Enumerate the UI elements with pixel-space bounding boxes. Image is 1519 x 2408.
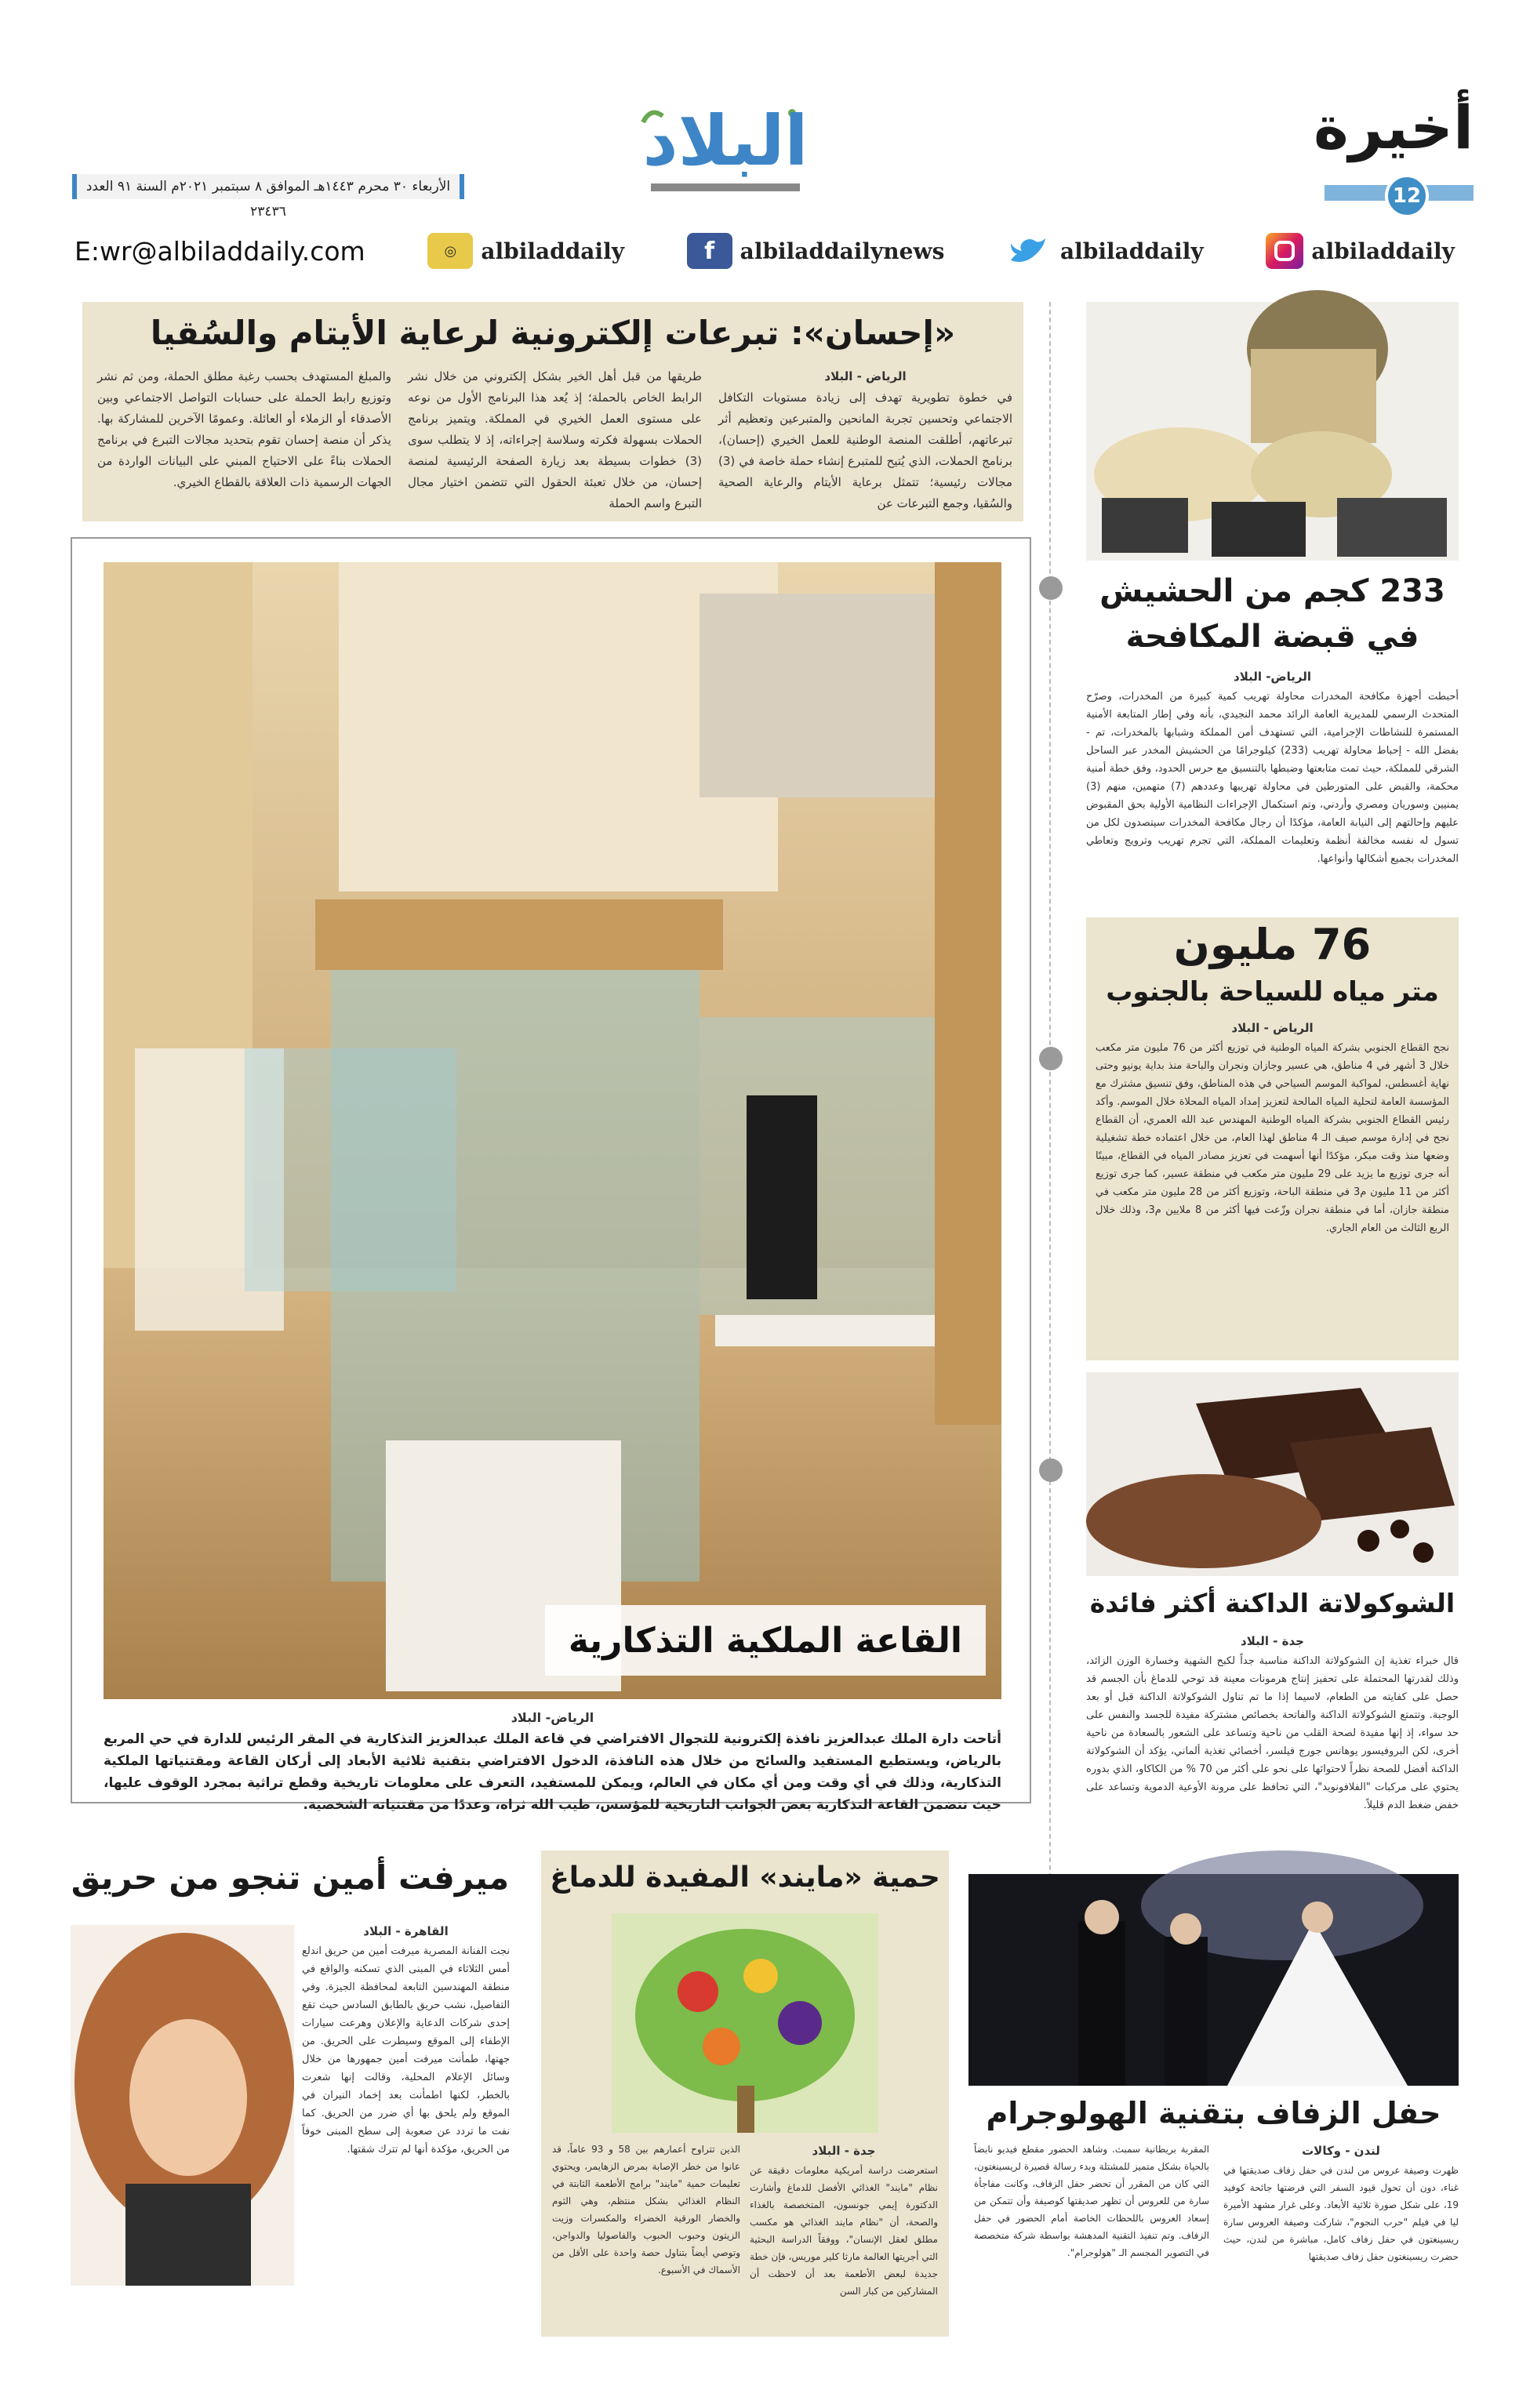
wedding-col-2: [974, 2141, 1209, 2261]
mind-col-2: [552, 2141, 740, 2279]
ihsan-byline: الرياض - البلاد: [824, 369, 907, 383]
ihsan-text-3: والمبلغ المستهدف بحسب رغبة مطلق الحملة، ومن ثم نشر وتوزيع رابط الحملة على حسابات التواصل الاجتماعي وبين الأصدقاء أو الزملاء أو العائلة. وعمومًا الآخرين للمشاركة بها. يذكر أن منصة إحسان تقوم بتحديد مجالات التبرع في برنامج الحملات بناءً على الاحتياج المبني على البيانات الواردة من الجهات الرسمية ذات العلاقة بالقطاع الخيري.: [97, 369, 391, 489]
social-handle: albiladdaily: [481, 238, 624, 264]
divider-dot: [1039, 576, 1063, 600]
logo-underline: [651, 183, 800, 191]
dateline-text: الأربعاء ٣٠ محرم ١٤٤٣هـ الموافق ٨ سبتمبر ٢٠٢١م السنة ٩١ العدد ٢٣٤٣٦: [85, 179, 451, 220]
wedding-byline: لندن - وكالات: [1302, 2144, 1380, 2158]
hashish-body-wrap: [1086, 666, 1459, 868]
masthead: [0, 0, 1519, 282]
divider-dot: [1039, 1047, 1063, 1070]
hall-caption-box: [545, 1605, 986, 1676]
mind-text-1: استعرضت دراسة أمريكية معلومات دقيقة عن نظام "مايند" الغذائي الأفضل للدماغ وأشارت الدكتورة إيمي جونسون، المتخصصة بالغذاء والصحة، أن "نظام مايند الغذائي هو مكسب مطلق لعقل الإنسان"، ووفقاً الدراسة البحثية التي أجريتها العالمة مارثا كلير موريس، فإن خطة جديدة لبعض الأطعمة بعد أن لاحظت أن المشاركين من كبار السن: [750, 2165, 938, 2297]
hashish-title: 233 كجم من الحشيش في قبضة المكافحة: [1099, 573, 1445, 655]
social-handle: albiladdaily: [1311, 238, 1455, 264]
instagram-icon: [1266, 233, 1303, 269]
ihsan-col-2: [408, 366, 702, 514]
page-number: 12: [1392, 184, 1422, 208]
chocolate-byline: جدة - البلاد: [1241, 1634, 1304, 1648]
wedding-article: [968, 1874, 1459, 2337]
social-handle: albiladdaily: [1060, 238, 1204, 264]
logo-text: البلاد: [642, 100, 809, 181]
mervat-body: نجت الفنانة المصرية ميرفت أمين من حريق اندلع أمس الثلاثاء في المبنى الذي تسكنه والواقع في منطقة المهندسين التابعة لمحافظة الجيزة. وفي التفاصيل، نشب حريق بالطابق السادس حيث تقع إحدى شركات الدعاية والإعلان وهرعت سيارات الإطفاء إلى الموقع وسيطرت على الحريق. من جهتها، طمأنت ميرفت أمين جمهورها من خلال وسائل الإعلام المحلية، وقالت إنها شعرت بالخطر، لكنها اطمأنت بعد إخماد النيران في الموقع ولم يلحق بها أي ضرر من الحريق. كما نفت ما تردد عن صعوبة إلى سطح المبنى خوفاً من الحريق، مؤكدة أنها لم تترك شقتها.: [302, 1945, 510, 2156]
water-article: [1086, 917, 1459, 1360]
email[interactable]: E:wr@albiladdaily.com: [74, 235, 365, 267]
chocolate-article: [1086, 1372, 1459, 1843]
mind-col-1: [750, 2141, 938, 2300]
chocolate-photo: [1086, 1372, 1459, 1576]
twitter-icon: [1007, 233, 1052, 269]
water-subtitle: متر مياه للسياحة بالجنوب: [1106, 976, 1439, 1008]
section-title: أخيرة: [1314, 93, 1474, 162]
facebook-icon: f: [687, 233, 732, 269]
wedding-col-1: [1223, 2141, 1459, 2265]
social-whatsapp[interactable]: [427, 233, 624, 269]
wedding-title: حفل الزفاف بتقنية الهولوجرام: [986, 2096, 1441, 2130]
page-number-badge: [1385, 174, 1429, 218]
hall-photo: [104, 562, 1001, 1699]
hashish-body: أحبطت أجهزة مكافحة المخدرات محاولة تهريب كمية كبيرة من المخدرات، وصرّح المتحدث الرسمي للمديرية العامة الرائد محمد النجيدي، بأنه وفي إطار المتابعة الأمنية المستمرة للنشاطات الإجرامية، التي تستهدف أمن المملكة وشبابها بالمخدرات، تم - بفضل الله - إحباط محاولة تهريب (233) كيلوجرامًا من الحشيش المخدر عبر الساحل الشرقي للمملكة، حيث تمت متابعتها وضبطها بالتنسيق مع حرس الحدود، وفق خطة أمنية محكمة، والقبض على المتورطين في محاولة تهريبها وعددهم (7) متهمين، منهم (3) يمنيين وسوريان ومصري وأردني، وتم استكمال الإجراءات النظامية الأولية بحق المقبوض عليهم وإحالتهم إلى النيابة العامة، مؤكدًا أن رجال مكافحة المخدرات سيتصدون لكل من تسول له نفسه مخالفة أنظمة وتعليمات المملكة، التي تجرم تهريب وترويج وتعاطي المخدرات بجميع أشكالها وأنواعها.: [1086, 691, 1459, 865]
ihsan-col-3: [97, 366, 391, 493]
chocolate-title: الشوكولاتة الداكنة أكثر فائدة: [1089, 1588, 1455, 1618]
chocolate-body-wrap: [1086, 1631, 1459, 1814]
ihsan-col-1: [718, 366, 1012, 514]
chocolate-body: قال خبراء تغذية إن الشوكولاتة الداكنة مناسبة جداً لكبح الشهية وخسارة الوزن الزائد، وذلك لقدرتها المحتملة على تحفيز إنتاج هرمونات معينة قد توحي للدماغ بأن الجسم قد حصل على كفايته من الطعام، لاسيما إذا ما تم تناول الشوكولاتة الداكنة قبل أو بعد الوجبة. وتتمتع الشوكولاتة الداكنة والفاتحة بخصائص مشتركة مفيدة للجسد والنفس على حد سواء، إذ إنها مفيدة لصحة القلب من ناحية وتساعد على الشعور بالسعادة من ناحية أخرى، لكن البروفيسور يوهانس جورج فيلسر، أخصائي تغذية ألماني، يؤكد أن الشوكولاتة الداكنة أفضل للصحة نظراً لاحتوائها على نحو على أكثر من 70 % من الكاكاو، الذي بدوره يحتوي على مركبات "الفلافونويد"، التي تحافظ على مرونة الأوعية الدموية وتساعد على خفض ضغط الدم قليلاً.: [1086, 1655, 1459, 1811]
water-body-wrap: [1096, 1018, 1449, 1237]
divider-dot: [1039, 1458, 1063, 1482]
social-facebook[interactable]: [687, 233, 945, 269]
mind-photo: [612, 1913, 878, 2133]
mervat-body-wrap: [302, 1921, 510, 2159]
dateline: [72, 174, 464, 220]
hall-byline: الرياض- البلاد: [511, 1710, 594, 1725]
social-bar: [74, 227, 1455, 274]
mind-title: حمية «مايند» المفيدة للدماغ: [550, 1861, 940, 1894]
hall-caption: القاعة الملكية التذكارية: [568, 1620, 962, 1661]
hashish-photo: [1086, 302, 1459, 561]
hall-body-wrap: [104, 1707, 1001, 1816]
ihsan-text-2: طريقها من قبل أهل الخير بشكل إلكتروني من خلال نشر الرابط الخاص بالحملة؛ إذ يُعد هذا البرنامج الأول من نوعه على مستوى العمل الخيري في المملكة. ويتميز برنامج الحملات بسهولة فكرته وسلاسة إجراءاته، إذ لا يتطلب سوى (3) خطوات بسيطة بعد زيارة الصفحة الرئيسية لمنصة إحسان، من خلال تعبئة الحقول التي تتضمن اختيار مجال التبرع واسم الحملة: [408, 369, 702, 510]
hall-body: أتاحت دارة الملك عبدالعزيز نافذة إلكترونية للتجوال الافتراضي في قاعة الملك عبدالعزيز التذكارية في المقر الرئيس للدارة في حي المربع بالرياض، ويستطيع المستفيد والسائح من خلال هذه النافذة، الدخول الافتراضي بتقنية ثلاثية الأبعاد إلى أركان القاعة ومقتنياتها الملكية التذكارية، وذلك في أي وقت ومن أي مكان في العالم، ويمكن للمستفيد، التعرف على معلومات تاريخية وقطع تراثية بمجرد الوقوف عليها، حيث تتضمن القاعة التذكارية بعض الجوانب التاريخية للمؤسس، طيب الله ثراه، وعددًا من مقتنياته الشخصية.: [104, 1731, 1001, 1813]
mind-article: [541, 1850, 949, 2337]
wedding-photo: [968, 1874, 1459, 2086]
wedding-text-2: المقربة بريطانية سمبث. وشاهد الحضور مقطع فيديو نابضاً بالحياة بشكل متميز للمشتلة وبدء رسالة قصيرة لريسينغتون، التي كان من المقرر أن تحضر حفل الزفاف، وكانت مفاجأة سارة من للعروس أن تظهر صديقتها كوصيفة وأن تتمكن من إسعاد العروس باللحظات الخاصة أمام الحضور في حفل الزفاف. وتم تنفيذ التقنية المدهشة بواسطة شركة متخصصة في التصوير المجسم الـ "هولوجرام".: [974, 2144, 1209, 2258]
ihsan-article: [82, 302, 1023, 521]
hashish-byline: الرياض- البلاد: [1234, 670, 1311, 684]
whatsapp-icon: ◎: [427, 233, 473, 269]
mind-byline: جدة - البلاد: [812, 2144, 876, 2158]
water-body: نجح القطاع الجنوبي بشركة المياه الوطنية في توزيع أكثر من 76 مليون متر مكعب خلال 3 أشهر في 4 مناطق، هي عسير وجازان ونجران والباحة منذ بداية يونيو وحتى نهاية أغسطس، لمواكبة الموسم السياحي في هذه المناطق، وفق تنسيق مشترك مع المؤسسة العامة لتحلية المياه المالحة لتعزيز إمداد المياه المحلاة خلال الموسم. وأكد رئيس القطاع الجنوبي بشركة المياه الوطنية المهندس عبد الله العمري، أن القطاع نجح في إدارة موسم صيف الـ 4 مناطق لهذا العام، من خلال اعتماده خطة تشغيلية وضعها منذ وقت مبكر، مؤكدًا أنها أسهمت في تعزيز مصادر المياه في القطاع، مبينًا أنه جرى توزيع ما يزيد على 29 مليون متر مكعب في منطقة عسير، كما جرى توزيع أكثر من 11 مليون م3 في منطقة الباحة، وتوزيع أكثر من 28 مليون متر مكعب في منطقة جازان، أما في منطقة نجران وزّعت فيها أكثر من 8 ملايين م3، وذلك خلال الربع الثالث من العام الجاري.: [1096, 1042, 1450, 1234]
social-twitter[interactable]: [1007, 233, 1204, 269]
wedding-text-1: ظهرت وصيفة عروس من لندن في حفل زفاف صديقتها في غناء، دون أن تحول قيود السفر التي فرضتها جائحة كوفيد 19، على شكل صورة ثلاثية الأبعاد. وعلى غرار مشهد الأميرة ليا في فيلم "حرب النجوم"، شاركت وصيفة العروس سارة ريسينغتون في حفل زفاف كامل، مباشرة من لندن، حيث حضرت ريسينغتون حفل زفاف صديقتها: [1223, 2165, 1459, 2262]
mervat-byline: القاهرة - البلاد: [363, 1924, 449, 1938]
social-instagram[interactable]: [1266, 233, 1455, 269]
mervat-title: ميرفت أمين تنجو من حريق: [71, 1858, 510, 1897]
column-divider: [1049, 302, 1052, 1901]
social-handle: albiladdailynews: [740, 238, 945, 264]
mervat-article: [71, 1850, 510, 2337]
mind-text-2: الذين تتراوح أعمارهم بين 58 و 93 عاماً، قد عانوا من خطر الإصابة بمرض الزهايمر، ويحتوي تعليمات حمية "مايند" برامج الأطعمة الثابتة في النظام الغذائي بشكل منتظم، وهي الثوم والخضار الورقية الخضراء والمكسرات وزيت الزيتون وحبوب الحبوب والفاصوليا والدواجن، وتوصي أيضاً بتناول حصة واحدة على الأقل من الأسماك في الأسبوع.: [552, 2144, 740, 2275]
water-title: 76 مليون: [1173, 920, 1372, 969]
logo: [627, 99, 823, 193]
hashish-article: [1086, 302, 1459, 906]
mervat-photo: [71, 1925, 294, 2286]
hall-article: [71, 537, 1031, 1813]
ihsan-text-1: في خطوة تطويرية تهدف إلى زيادة مستويات التكافل الاجتماعي وتحسين تجربة المانحين والمتبرعين وتعظيم أثر تبرعاتهم، أطلقت المنصة الوطنية للعمل الخيري (إحسان)، برنامج الحملات، الذي يُتيح للمتبرع إنشاء حملة خاصة في (3) مجالات رئيسية؛ تتمثل برعاية الأيتام والرعاية الصحية والسُقيا، وجمع التبرعات عن: [718, 390, 1012, 510]
water-byline: الرياض - البلاد: [1231, 1021, 1314, 1035]
ihsan-title: «إحسان»: تبرعات إلكترونية لرعاية الأيتام والسُقيا: [150, 314, 956, 352]
